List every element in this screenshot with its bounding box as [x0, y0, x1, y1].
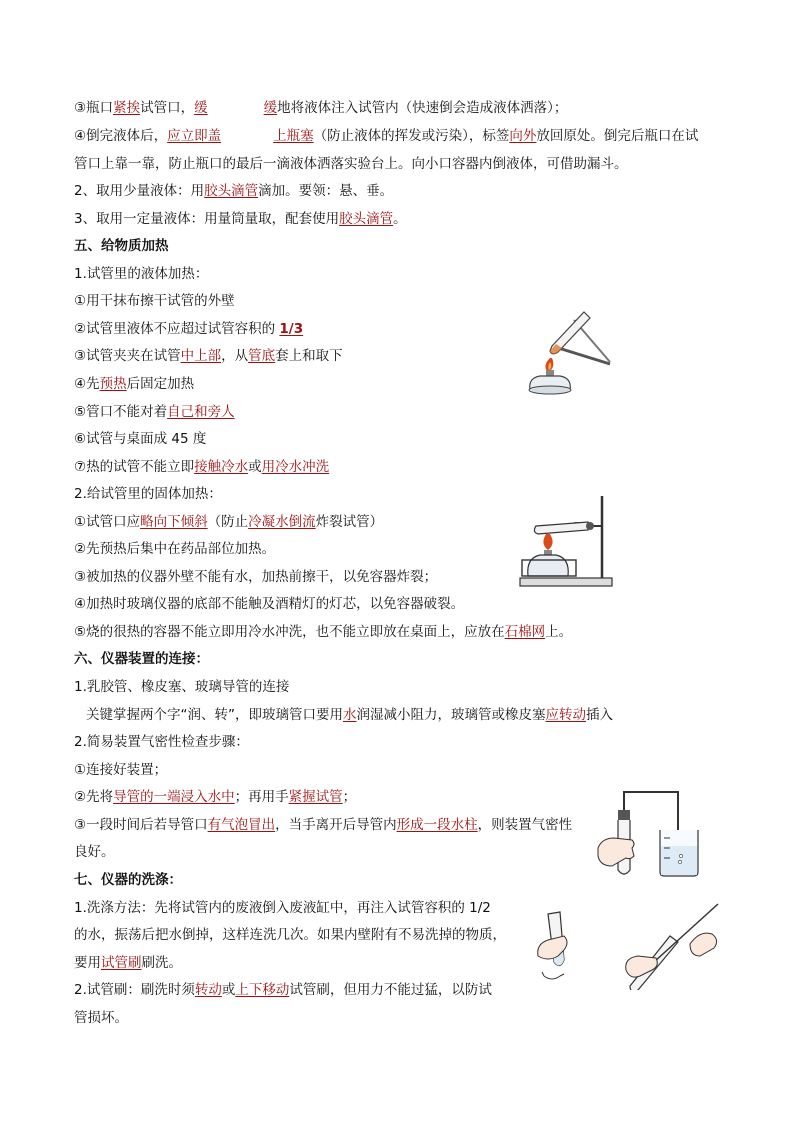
text: ③瓶口 — [74, 100, 114, 116]
text: 地将液体注入试管内（快速倒会造成液体洒落）； — [277, 100, 568, 116]
text: 试管刷，但用力不能过猛，以防试 — [289, 982, 492, 998]
heat-liquid-1: ①用干抹布擦干试管的外壁 — [74, 293, 235, 309]
text: 2.试管刷：刷洗时须 — [74, 982, 195, 998]
text: ，当手离开后导管内 — [275, 817, 397, 833]
section-7-title: 七、仪器的洗涤： — [74, 872, 182, 888]
heat-solid-2: ②先预热后集中在药品部位加热。 — [74, 541, 276, 557]
answer: 石棉网 — [504, 624, 546, 640]
answer: 应立即 — [167, 128, 208, 144]
answer: 1/3 — [279, 321, 304, 337]
airtight-step-2 — [74, 787, 356, 807]
text: ⑤烧的很热的容器不能立即用冷水冲洗，也不能立即放在桌面上，应放在 — [74, 624, 505, 640]
airtight-step-3-cont: 良好。 — [74, 844, 115, 860]
text: 3、取用一定量液体：用量筒量取，配套使用 — [74, 211, 340, 227]
answer: 上瓶塞 — [273, 128, 314, 144]
text: ②先将 — [74, 789, 114, 805]
heat-liquid-illustration — [512, 306, 617, 398]
answer: 胶头滴管 — [204, 183, 259, 199]
text: 插入 — [586, 707, 613, 723]
answer: 形成一段水柱 — [396, 817, 478, 833]
text: ⑤管口不能对着 — [74, 404, 168, 420]
text: ；再用手 — [234, 789, 289, 805]
text: 后固定加热 — [126, 376, 195, 392]
pour-step-4-cont: 管口上靠一靠，防止瓶口的最后一滴液体洒落实验台上。向小口容器内倒液体，可借助漏斗。 — [74, 156, 628, 172]
text: ； — [342, 789, 357, 805]
text: 刷洗。 — [141, 955, 182, 971]
answer: 缓 — [194, 100, 208, 116]
answer: 水 — [343, 707, 357, 723]
text: 。 — [393, 211, 407, 227]
answer: 自己和旁人 — [167, 404, 235, 420]
text: ②试管里液体不应超过试管容积的 — [74, 321, 280, 337]
heat-liquid-7 — [74, 457, 329, 477]
heat-liquid-4 — [74, 374, 194, 394]
section-5-sub2: 2.给试管里的固体加热： — [74, 486, 222, 502]
text: （防止液体的挥发或污染），标签 — [313, 128, 510, 144]
section-6-sub2: 2.简易装置气密性检查步骤： — [74, 734, 249, 750]
text: 2、取用少量液体：用 — [74, 183, 205, 199]
answer: 略向下倾斜 — [140, 514, 208, 530]
answer: 盖 — [207, 128, 222, 144]
answer: 冷凝水倒流 — [248, 514, 316, 530]
text: ⑦热的试管不能立即 — [74, 459, 195, 475]
text: 或 — [221, 982, 236, 998]
answer: 紧挨 — [113, 100, 141, 116]
text: 套上和取下 — [275, 348, 343, 364]
text: 润湿减小阻力，玻璃管或橡皮塞 — [356, 707, 546, 723]
heat-liquid-5 — [74, 402, 235, 422]
text: ①试管口应 — [74, 514, 141, 530]
answer: 上下移动 — [235, 982, 290, 998]
airtightness-illustration — [592, 786, 704, 882]
heat-solid-illustration — [516, 492, 616, 590]
text: 要用 — [74, 955, 101, 971]
answer: 接触冷水 — [194, 459, 249, 475]
section-6-sub1: 1.乳胶管、橡皮塞、玻璃导管的连接 — [74, 679, 290, 695]
text: ，则装置气密性 — [477, 817, 573, 833]
connection-paragraph — [86, 705, 613, 725]
heat-liquid-3 — [74, 346, 343, 366]
text: ④先 — [74, 376, 100, 392]
answer: 中上部 — [180, 348, 222, 364]
answer: 用冷水冲洗 — [261, 459, 330, 475]
pour-step-3 — [74, 98, 567, 118]
text: 炸裂试管） — [315, 514, 384, 530]
airtight-step-3 — [74, 815, 572, 835]
airtight-step-1: ①连接好装置； — [74, 762, 168, 778]
section-5-sub1: 1.试管里的液体加热： — [74, 266, 209, 282]
text: 滴加。要领：悬、垂。 — [258, 183, 394, 199]
heat-solid-1 — [74, 512, 383, 532]
section-6-title: 六、仪器装置的连接： — [74, 651, 209, 667]
text: ③一段时间后若导管口 — [74, 817, 208, 833]
text: ④倒完液体后， — [74, 128, 168, 144]
text: 或 — [248, 459, 262, 475]
heat-solid-4: ④加热时玻璃仪器的底部不能触及酒精灯的灯芯，以免容器破裂。 — [74, 596, 465, 612]
heat-solid-5 — [74, 622, 572, 642]
item-2 — [74, 181, 393, 201]
answer: 管底 — [248, 348, 276, 364]
heat-solid-3: ③被加热的仪器外壁不能有水，加热前擦干，以免容器炸裂； — [74, 569, 438, 585]
wash-line-2: 的水，振荡后把水倒掉，这样连洗几次。如果内壁附有不易洗掉的物质， — [74, 927, 506, 943]
text: 上。 — [545, 624, 573, 640]
wash-line-3 — [74, 953, 182, 973]
answer: 应转动 — [545, 707, 586, 723]
text: 关键掌握两个字“润、转”，即玻璃管口要用 — [86, 707, 343, 723]
heat-liquid-6: ⑥试管与桌面成 45 度 — [74, 431, 207, 447]
answer: 有气泡冒出 — [207, 817, 276, 833]
answer: 向外 — [509, 128, 537, 144]
wash-line-5: 管损坏。 — [74, 1010, 128, 1026]
answer: 胶头滴管 — [339, 211, 394, 227]
wash-line-4 — [74, 980, 492, 1000]
washing-illustration — [530, 900, 730, 990]
answer: 紧握试管 — [288, 789, 343, 805]
answer: 缓 — [263, 100, 278, 116]
text: （防止 — [207, 514, 249, 530]
text: 放回原处。倒完后瓶口在试 — [536, 128, 699, 144]
heat-liquid-2 — [74, 319, 303, 339]
wash-line-1: 1.洗涤方法：先将试管内的废液倒入废液缸中，再注入试管容积的 1/2 — [74, 900, 491, 916]
answer: 转动 — [194, 982, 222, 998]
text: ，从 — [221, 348, 249, 364]
answer: 试管刷 — [101, 955, 142, 971]
text: 试管口， — [140, 100, 195, 116]
answer: 导管的一端浸入水中 — [113, 789, 235, 805]
item-3 — [74, 209, 407, 229]
answer: 预热 — [99, 376, 127, 392]
section-5-title: 五、给物质加热 — [74, 238, 169, 254]
pour-step-4 — [74, 126, 698, 146]
text: ③试管夹夹在试管 — [74, 348, 181, 364]
